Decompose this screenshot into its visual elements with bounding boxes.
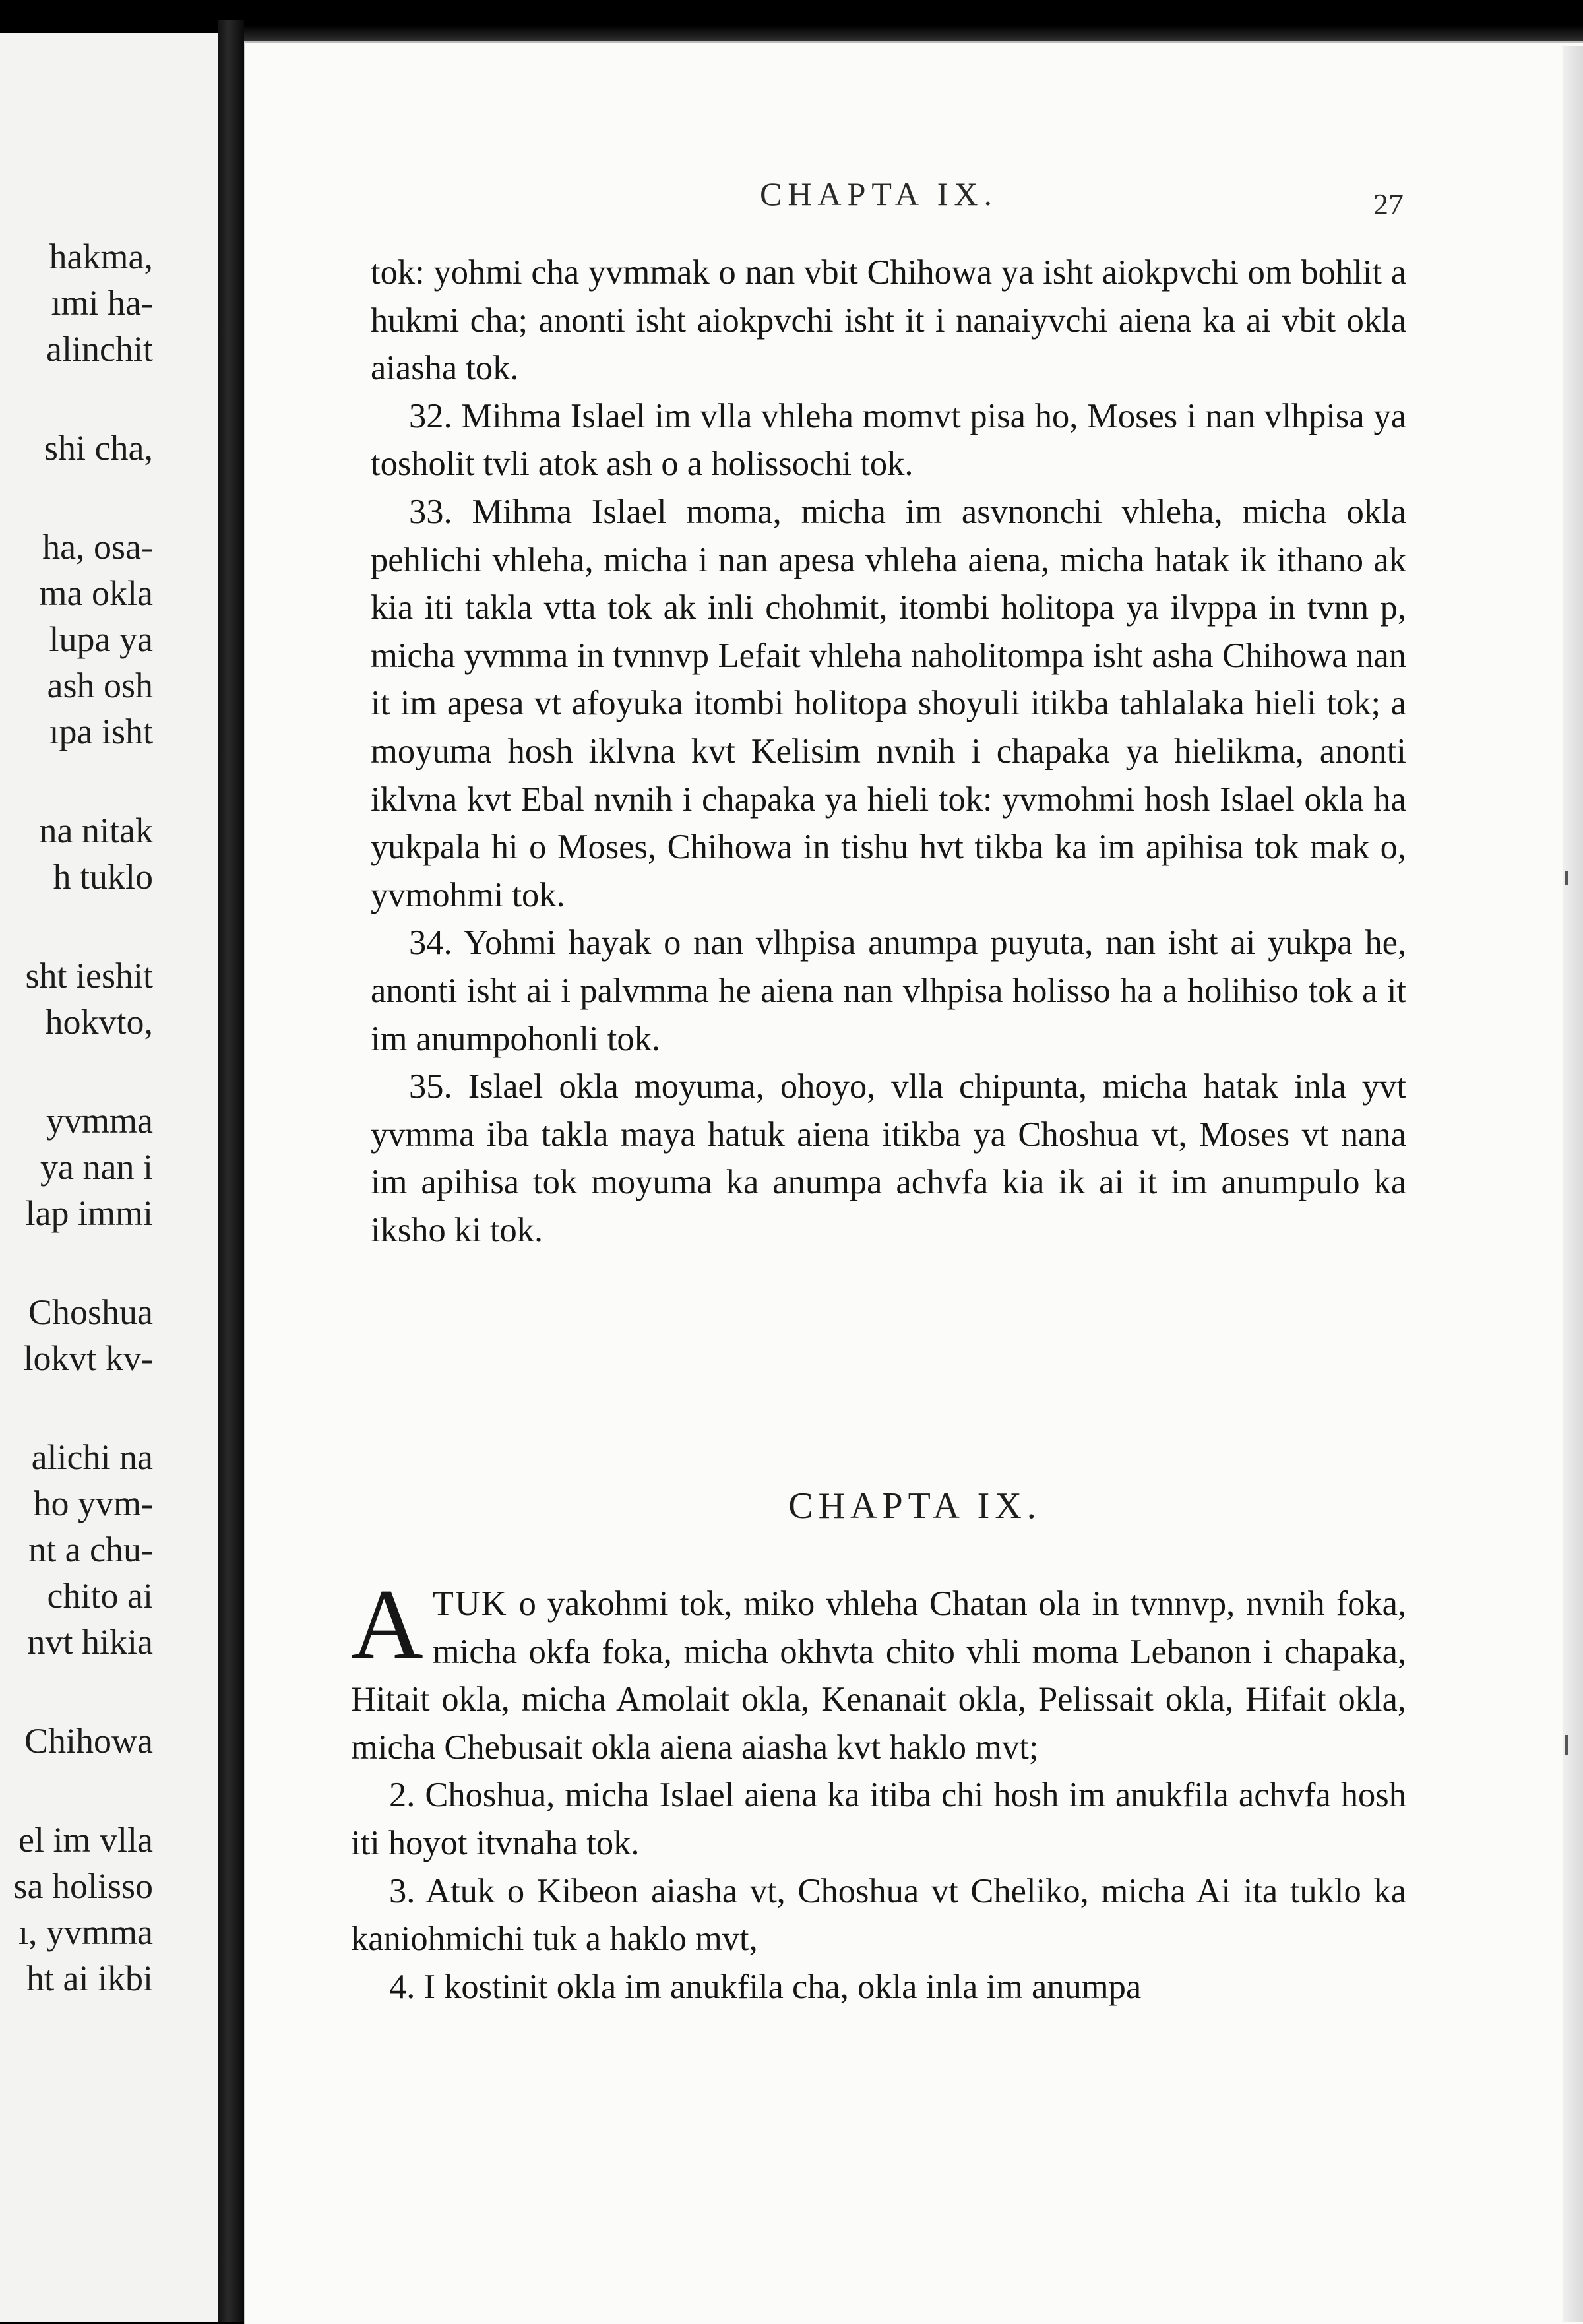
- page-top-edge: [218, 0, 1583, 46]
- verse-1: [351, 1569, 1406, 1771]
- verse-continuation: tok: yohmi cha yvmmak o nan vbit Chihowa ya isht aiokpvchi om bohlit a hukmi cha; anonti isht aiokpvchi isht it i nanaiyvchi aiena ka ai vbit okla aiasha tok.: [371, 253, 1406, 388]
- facing-page-line: alichi na: [31, 1437, 153, 1477]
- facing-page-line: ash osh: [47, 666, 153, 705]
- facing-page-line: ıpa isht: [49, 712, 153, 751]
- verse-32: 32. Mihma Islael im vlla vhleha momvt pisa ho, Moses i nan vlhpisa ya tosholit tvli atok ash o a holissochi tok.: [371, 396, 1406, 484]
- verse-34: 34. Yohmi hayak o nan vlhpisa anumpa puyuta, nan isht ai yukpa he, anonti isht ai i palvmma he aiena nan vlhpisa holisso ha a holihiso tok a it im anumpohonli tok.: [371, 924, 1406, 1058]
- facing-page-line: lap immi: [25, 1193, 153, 1233]
- verse-3: 3. Atuk o Kibeon aiasha vt, Choshua vt Cheliko, micha Ai ita tuklo ka kaniohmichi tuk a haklo mvt,: [351, 1871, 1406, 1959]
- chapter-heading: CHAPTA IX.: [788, 1486, 1041, 1526]
- facing-page-line: sa holisso: [13, 1866, 153, 1906]
- verse-1-text: o yakohmi tok, miko vhleha Chatan ola in tvnnvp, nvnih foka, micha okfa foka, micha okhvta chito vhli moma Lebanon i chapaka, Hitait okla, micha Amolait okla, Kenanait okla, Pelissait okla, Hifait okla, micha Chebusait okla aiena aiasha kvt haklo mvt;: [351, 1585, 1406, 1767]
- verse-4: 4. I kostinit okla im anukfila cha, okla inla im anumpa: [389, 1967, 1142, 2006]
- facing-page-line: ho yvm-: [33, 1484, 153, 1523]
- edge-mark: [1565, 871, 1568, 885]
- facing-page-line: hakma,: [49, 237, 153, 276]
- facing-page-line: lokvt kv-: [23, 1338, 153, 1378]
- facing-page: [0, 33, 218, 2322]
- facing-page-line: h tuklo: [53, 857, 153, 896]
- facing-page-line: ı, yvmma: [18, 1912, 153, 1952]
- facing-page-line: alinchit: [46, 329, 153, 369]
- facing-page-line: shi cha,: [44, 428, 153, 468]
- facing-page-line: nvt hikia: [27, 1622, 153, 1662]
- facing-page-line: Chihowa: [24, 1721, 153, 1761]
- facing-page-line: Choshua: [28, 1292, 153, 1332]
- book-spine: [218, 20, 244, 2322]
- facing-page-line: ha, osa-: [42, 527, 153, 567]
- facing-page-line: ht ai ikbi: [26, 1959, 153, 1998]
- facing-page-line: hokvto,: [45, 1002, 153, 1042]
- drop-cap: A: [351, 1569, 423, 1680]
- facing-page-line: ma okla: [39, 573, 153, 613]
- facing-page-line: yvmma: [46, 1101, 153, 1141]
- running-head: CHAPTA IX.: [760, 175, 999, 212]
- lead-word: TUK: [432, 1585, 508, 1623]
- facing-page-line: sht ieshit: [25, 956, 153, 995]
- main-page: [244, 41, 1583, 2324]
- edge-mark: [1565, 1735, 1568, 1755]
- facing-page-line: ya nan i: [40, 1147, 153, 1187]
- verse-2: 2. Choshua, micha Islael aiena ka itiba chi hosh im anukfila achvfa hosh iti hoyot itvnaha tok.: [351, 1776, 1406, 1862]
- facing-page-line: nt a chu-: [28, 1530, 153, 1569]
- facing-page-line: na nitak: [39, 811, 153, 850]
- page-right-edge: [1563, 46, 1583, 2322]
- verse-33: 33. Mihma Islael moma, micha im asvnonchi vhleha, micha okla pehlichi vhleha, micha i nan apesa vhleha aiena, micha hatak ik ithano ak kia iti takla vtta tok ak inli chohmit, itombi holitopa ya ilvppa in tvnn p, micha yvmma in tvnnvp Lefait vhleha naholitompa isht asha Chihowa nan it im apesa vt afoyuka itombi holitopa shoyuli itikba tahlalaka hieli tok; a moyuma hosh iklvna kvt Kelisim nvnih i chapaka ya hielikma, anonti iklvna kvt Ebal nvnih i chapaka ya hieli tok: yvmohmi hosh Islael okla ha yukpala hi o Moses, Chihowa in tishu hvt tikba ka im apihisa tok mak o, yvmohmi tok.: [371, 492, 1406, 914]
- page-number: 27: [1373, 187, 1404, 221]
- verse-35: 35. Islael okla moyuma, ohoyo, vlla chipunta, micha hatak inla yvt yvmma iba takla maya hatuk aiena itikba ya Choshua vt, Moses vt nana im apihisa tok moyuma ka anumpa achvfa kia ik ai it im anumpulo ka iksho ki tok.: [371, 1067, 1406, 1249]
- facing-page-line: el im vlla: [18, 1820, 153, 1860]
- facing-page-line: lupa ya: [49, 619, 153, 659]
- continued-text: [371, 249, 1406, 1254]
- chapter-opening: [351, 1569, 1406, 2011]
- facing-page-line: ımi ha-: [51, 283, 153, 323]
- facing-page-line: chito ai: [47, 1576, 153, 1616]
